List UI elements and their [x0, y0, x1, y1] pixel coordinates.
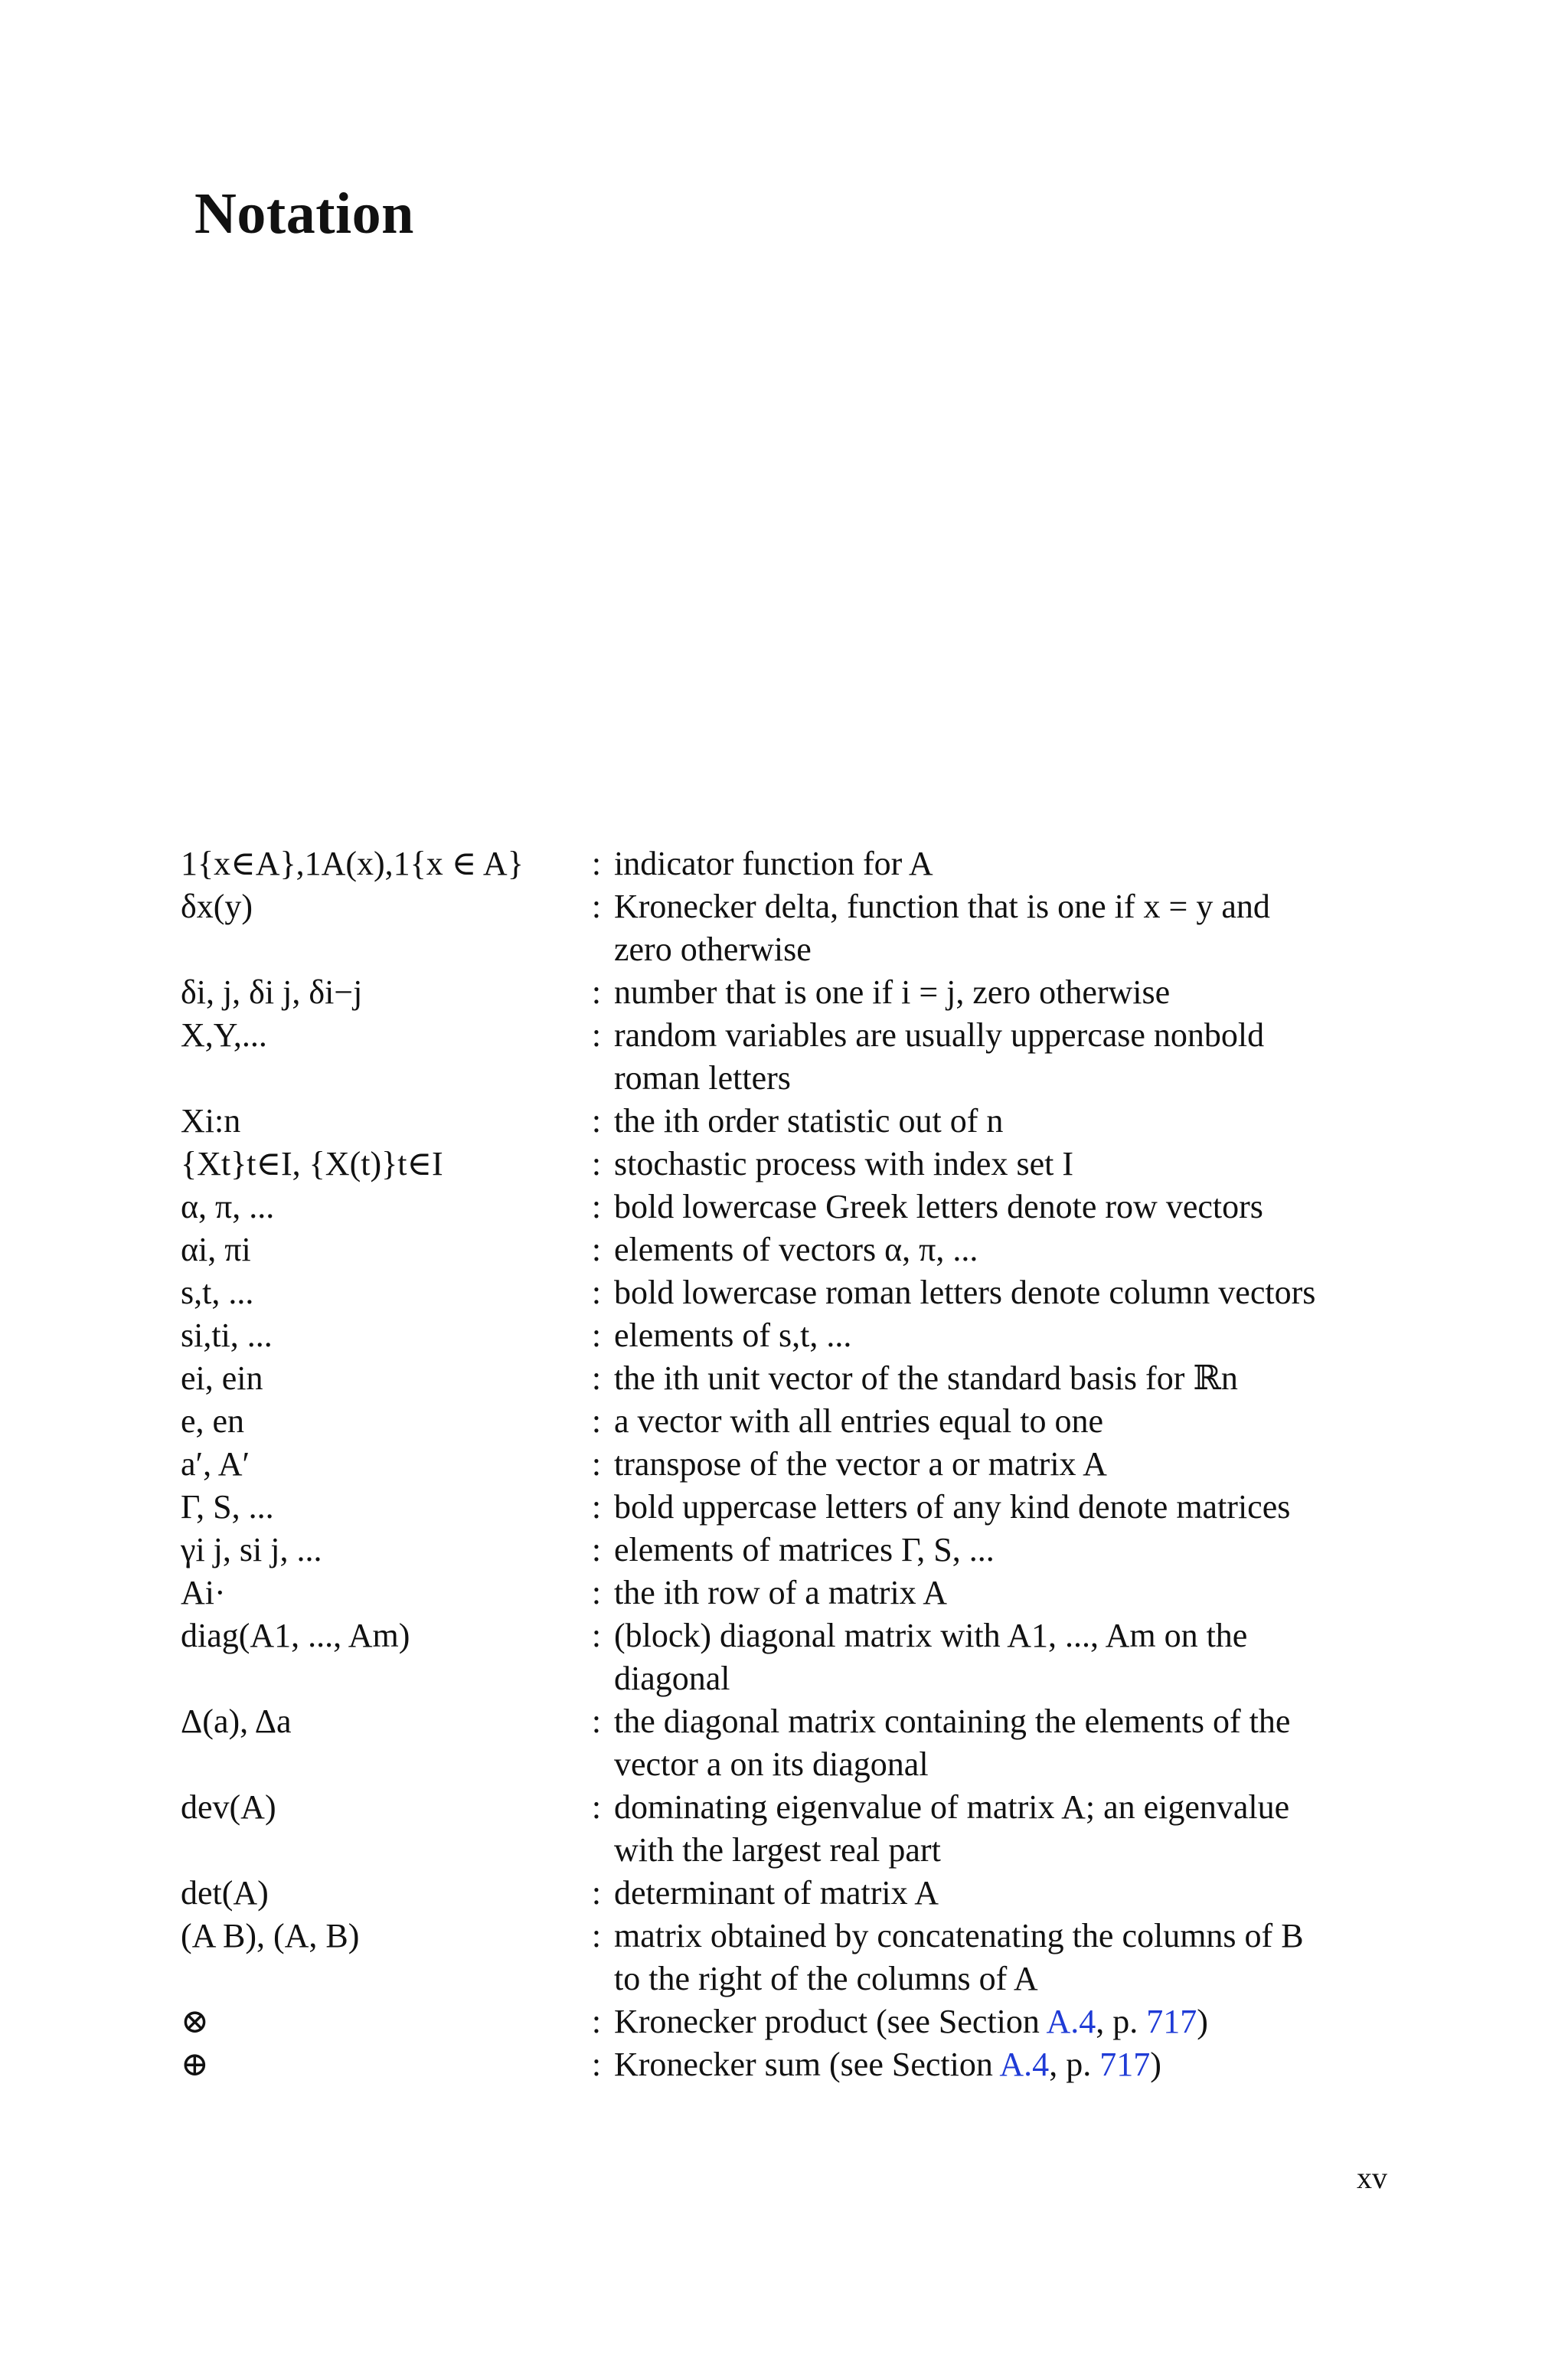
description-line: elements of vectors α, π, ... [614, 1231, 978, 1268]
separator-colon: : [591, 2046, 602, 2083]
notation-symbol: δi, j, δi j, δi−j [181, 973, 363, 1011]
description-line: random variables are usually uppercase nonbold [614, 1016, 1265, 1054]
page-link[interactable]: 717 [1099, 2046, 1151, 2083]
page-link[interactable]: 717 [1146, 2003, 1197, 2040]
separator-colon: : [591, 1917, 602, 1954]
description-line: to the right of the columns of A [614, 1960, 1038, 1997]
page-title: Notation [194, 182, 414, 246]
notation-description [614, 885, 1390, 971]
notation-symbol: αi, πi [181, 1231, 251, 1268]
description-line: vector a on its diagonal [614, 1745, 929, 1783]
notation-symbol: X,Y,... [181, 1016, 267, 1054]
notation-row [181, 1486, 1390, 1529]
separator-colon: : [591, 1574, 602, 1611]
notation-row [181, 1572, 1390, 1614]
notation-description [614, 1700, 1390, 1786]
description-text: Kronecker sum (see Section [614, 2046, 1000, 2083]
description-line: indicator function for A [614, 845, 933, 882]
notation-description [614, 2043, 1390, 2086]
notation-description [614, 1228, 1390, 1271]
separator-colon: : [591, 1531, 602, 1568]
separator-colon: : [591, 1102, 602, 1140]
notation-description [614, 1572, 1390, 1614]
notation-description [614, 1314, 1390, 1357]
notation-row [181, 1314, 1390, 1357]
notation-row [181, 1915, 1390, 2000]
notation-row [181, 2000, 1390, 2043]
description-text: ) [1150, 2046, 1161, 2083]
notation-row [181, 1271, 1390, 1314]
description-line: the ith unit vector of the standard basis for ℝn [614, 1359, 1238, 1397]
notation-row [181, 1443, 1390, 1486]
description-line: bold lowercase roman letters denote column vectors [614, 1274, 1316, 1311]
notation-description [614, 1400, 1390, 1443]
description-text: , p. [1049, 2046, 1100, 2083]
notation-symbol: Xi:n [181, 1102, 241, 1140]
notation-row [181, 1786, 1390, 1872]
description-line: (block) diagonal matrix with A1, ..., Am on the [614, 1617, 1248, 1654]
notation-symbol: det(A) [181, 1874, 269, 1912]
separator-colon: : [591, 1874, 602, 1912]
notation-description [614, 1014, 1390, 1100]
description-line: number that is one if i = j, zero otherwise [614, 973, 1171, 1011]
notation-description [614, 1786, 1390, 1872]
description-line: the diagonal matrix containing the elements of the [614, 1703, 1291, 1740]
kronecker-product-symbol: ⊗ [181, 2003, 209, 2040]
notation-description [614, 971, 1390, 1014]
notation-row [181, 1700, 1390, 1786]
notation-description [614, 1100, 1390, 1143]
description-line: with the largest real part [614, 1831, 941, 1869]
notation-symbol: s,t, ... [181, 1274, 254, 1311]
separator-colon: : [591, 1188, 602, 1225]
notation-symbol: (A B), (A, B) [181, 1917, 360, 1954]
notation-row [181, 1228, 1390, 1271]
notation-row [181, 1400, 1390, 1443]
description-line: transpose of the vector a or matrix A [614, 1445, 1107, 1483]
notation-description [614, 842, 1390, 885]
separator-colon: : [591, 1145, 602, 1182]
notation-symbol: γi j, si j, ... [181, 1531, 322, 1568]
notation-symbol: {Xt}t∈I, {X(t)}t∈I [181, 1145, 443, 1182]
notation-list [181, 842, 1390, 2086]
notation-row [181, 1100, 1390, 1143]
notation-symbol: si,ti, ... [181, 1317, 273, 1354]
notation-description [614, 1529, 1390, 1572]
separator-colon: : [591, 1402, 602, 1440]
separator-colon: : [591, 1703, 602, 1740]
description-line: Kronecker delta, function that is one if x = y and [614, 888, 1270, 925]
notation-symbol: α, π, ... [181, 1188, 275, 1225]
separator-colon: : [591, 1231, 602, 1268]
notation-description [614, 2000, 1390, 2043]
description-text: Kronecker product (see Section [614, 2003, 1047, 2040]
description-line: matrix obtained by concatenating the columns of B [614, 1917, 1304, 1954]
description-text: , p. [1096, 2003, 1147, 2040]
description-line: roman letters [614, 1059, 791, 1097]
notation-row [181, 1186, 1390, 1228]
notation-symbol: 1{x∈A},1A(x),1{x ∈ A} [181, 845, 524, 882]
separator-colon: : [591, 973, 602, 1011]
separator-colon: : [591, 1445, 602, 1483]
separator-colon: : [591, 1617, 602, 1654]
separator-colon: : [591, 1488, 602, 1526]
separator-colon: : [591, 1788, 602, 1826]
separator-colon: : [591, 1016, 602, 1054]
notation-symbol: Ai· [181, 1574, 226, 1611]
description-text: ) [1197, 2003, 1208, 2040]
description-line [614, 2000, 1390, 2043]
separator-colon: : [591, 2003, 602, 2040]
notation-row [181, 971, 1390, 1014]
notation-row [181, 842, 1390, 885]
description-line: elements of s,t, ... [614, 1317, 852, 1354]
notation-row [181, 2043, 1390, 2086]
notation-symbol: Γ, S, ... [181, 1488, 274, 1526]
notation-symbol: a′, A′ [181, 1445, 250, 1483]
notation-row [181, 1357, 1390, 1400]
description-line [614, 2043, 1390, 2086]
separator-colon: : [591, 1274, 602, 1311]
notation-row [181, 1529, 1390, 1572]
description-line: elements of matrices Γ, S, ... [614, 1531, 995, 1568]
section-link[interactable]: A.4 [999, 2046, 1050, 2083]
separator-colon: : [591, 888, 602, 925]
kronecker-sum-symbol: ⊕ [181, 2046, 209, 2083]
notation-description [614, 1186, 1390, 1228]
notation-row [181, 1872, 1390, 1915]
description-line: the ith row of a matrix A [614, 1574, 948, 1611]
section-link[interactable]: A.4 [1046, 2003, 1096, 2040]
page-number: xv [1357, 2160, 1387, 2195]
notation-symbol: e, en [181, 1402, 245, 1440]
notation-description [614, 1271, 1390, 1314]
separator-colon: : [591, 1359, 602, 1397]
notation-description [614, 1915, 1390, 2000]
separator-colon: : [591, 1317, 602, 1354]
description-line: a vector with all entries equal to one [614, 1402, 1103, 1440]
description-line: stochastic process with index set I [614, 1145, 1073, 1182]
notation-symbol: Δ(a), Δa [181, 1703, 292, 1740]
description-line: zero otherwise [614, 931, 812, 968]
notation-row [181, 1614, 1390, 1700]
notation-symbol: diag(A1, ..., Am) [181, 1617, 410, 1654]
notation-description [614, 1143, 1390, 1186]
notation-row [181, 885, 1390, 971]
separator-colon: : [591, 845, 602, 882]
description-line: dominating eigenvalue of matrix A; an eigenvalue [614, 1788, 1290, 1826]
description-line: bold uppercase letters of any kind denote matrices [614, 1488, 1291, 1526]
notation-row [181, 1143, 1390, 1186]
description-line: the ith order statistic out of n [614, 1102, 1004, 1140]
notation-symbol: dev(A) [181, 1788, 276, 1826]
notation-description [614, 1357, 1390, 1400]
notation-description [614, 1486, 1390, 1529]
notation-symbol: ei, ein [181, 1359, 263, 1397]
notation-description [614, 1443, 1390, 1486]
notation-description [614, 1872, 1390, 1915]
description-line: diagonal [614, 1660, 730, 1697]
description-line: bold lowercase Greek letters denote row vectors [614, 1188, 1263, 1225]
notation-description [614, 1614, 1390, 1700]
notation-symbol: δx(y) [181, 888, 253, 925]
notation-row [181, 1014, 1390, 1100]
description-line: determinant of matrix A [614, 1874, 939, 1912]
